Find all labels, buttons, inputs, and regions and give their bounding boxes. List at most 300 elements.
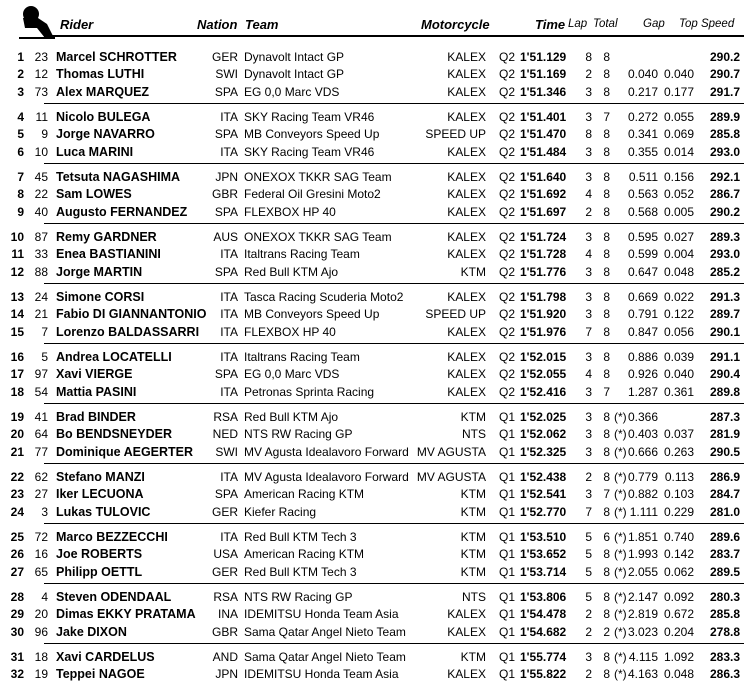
best-lap: 3	[585, 444, 592, 459]
best-lap: 5	[585, 530, 592, 544]
team-name: American Racing KTM	[244, 547, 365, 562]
session: Q2	[499, 230, 516, 244]
nation: GER	[211, 50, 238, 64]
team-name: Red Bull KTM Tech 3	[244, 530, 357, 544]
table-row	[0, 49, 745, 66]
rider-name: Thomas LUTHI	[56, 67, 145, 82]
top-speed: 292.1	[709, 170, 740, 184]
session: Q2	[499, 247, 516, 262]
table-row	[0, 469, 745, 486]
team-name: IDEMITSU Honda Team Asia	[244, 607, 399, 622]
motorcycle: KTM	[460, 530, 486, 544]
best-lap: 4	[585, 367, 592, 382]
gap-previous: 0.142	[663, 547, 694, 562]
rider-number: 41	[34, 410, 48, 424]
total-laps: 6	[603, 530, 610, 544]
team-name: ONEXOX TKKR SAG Team	[244, 230, 392, 244]
total-laps: 8	[603, 590, 610, 604]
table-row	[0, 486, 745, 503]
session: Q1	[499, 410, 516, 424]
nation: GBR	[211, 187, 238, 202]
position: 3	[17, 84, 24, 99]
gap-previous: 0.103	[663, 487, 694, 502]
team-name: American Racing KTM	[244, 487, 365, 502]
rider-name: Dimas EKKY PRATAMA	[56, 607, 196, 622]
lap-time: 1'52.325	[520, 444, 567, 459]
position: 7	[17, 170, 24, 184]
rider-name: Steven ODENDAAL	[56, 590, 172, 604]
team-name: MV Agusta Idealavoro Forward	[244, 444, 409, 459]
best-lap: 3	[585, 650, 592, 664]
top-speed: 286.7	[709, 187, 740, 202]
total-laps: 8	[603, 410, 610, 424]
top-speed: 286.3	[709, 667, 740, 682]
nation: ITA	[220, 290, 238, 304]
rider-name: Nicolo BULEGA	[56, 110, 151, 124]
best-lap: 3	[585, 307, 592, 322]
best-lap: 3	[585, 110, 592, 124]
session: Q2	[499, 110, 516, 124]
team-name: Italtrans Racing Team	[244, 247, 360, 262]
gap-first: 0.666	[627, 444, 658, 459]
total-laps: 8	[603, 470, 610, 484]
position: 20	[10, 427, 24, 442]
gap-first: 1.287	[627, 384, 658, 399]
asterisk-note: (*)	[614, 547, 627, 562]
motorcycle: KALEX	[447, 624, 486, 639]
best-lap: 2	[585, 67, 592, 82]
rider-number: 9	[41, 127, 48, 142]
nation: ITA	[220, 110, 238, 124]
position: 12	[10, 264, 24, 279]
table-row	[0, 126, 745, 143]
session: Q2	[499, 67, 516, 82]
total-laps: 8	[603, 564, 610, 579]
motorcycle: SPEED UP	[425, 307, 486, 322]
asterisk-note: (*)	[614, 427, 627, 442]
session: Q2	[499, 204, 516, 219]
top-speed: 290.2	[709, 50, 740, 64]
gap-first: 0.647	[627, 264, 658, 279]
group-divider	[44, 643, 744, 644]
nation: RSA	[213, 590, 238, 604]
position: 28	[10, 590, 24, 604]
gap-previous: 0.672	[663, 607, 694, 622]
gap-first: 2.819	[627, 607, 658, 622]
top-speed: 289.6	[709, 530, 740, 544]
rider-name: Bo BENDSNEYDER	[56, 427, 172, 442]
gap-first: 0.217	[627, 84, 658, 99]
motorcycle: SPEED UP	[425, 127, 486, 142]
group-divider	[44, 523, 744, 524]
table-row	[0, 349, 745, 366]
gap-previous: 0.204	[663, 624, 694, 639]
rider-name: Sam LOWES	[56, 187, 132, 202]
team-name: Red Bull KTM Tech 3	[244, 564, 357, 579]
top-speed: 293.0	[709, 247, 740, 262]
table-row	[0, 504, 745, 521]
lap-time: 1'55.774	[520, 650, 567, 664]
position: 21	[10, 444, 24, 459]
gap-first: 3.023	[627, 624, 658, 639]
rider-number: 62	[34, 470, 48, 484]
nation: SPA	[214, 84, 238, 99]
rider-name: Brad BINDER	[56, 410, 136, 424]
header-lap: Lap	[568, 18, 588, 30]
total-laps: 2	[603, 624, 610, 639]
team-name: Red Bull KTM Ajo	[244, 410, 339, 424]
lap-time: 1'52.015	[520, 350, 567, 364]
motorcycle: KALEX	[447, 384, 486, 399]
gap-previous: 0.014	[663, 144, 694, 159]
rider-name: Xavi VIERGE	[56, 367, 133, 382]
nation: ITA	[220, 307, 238, 322]
gap-previous: 0.092	[663, 590, 694, 604]
gap-previous: 0.048	[663, 264, 694, 279]
top-speed: 278.8	[709, 624, 740, 639]
session: Q1	[499, 590, 516, 604]
gap-previous: 0.055	[663, 110, 694, 124]
rider-name: Andrea LOCATELLI	[56, 350, 172, 364]
gap-previous: 0.037	[663, 427, 694, 442]
total-laps: 8	[603, 427, 610, 442]
nation: ITA	[220, 470, 238, 484]
nation: NED	[212, 427, 238, 442]
total-laps: 8	[603, 290, 610, 304]
best-lap: 7	[585, 504, 592, 519]
lap-time: 1'51.346	[520, 84, 567, 99]
table-row	[0, 589, 745, 606]
team-name: Petronas Sprinta Racing	[244, 384, 375, 399]
group-divider	[44, 343, 744, 344]
gap-first: 4.115	[628, 650, 658, 664]
best-lap: 7	[585, 324, 592, 339]
asterisk-note: (*)	[614, 624, 627, 639]
team-name: Dynavolt Intact GP	[244, 67, 345, 82]
top-speed: 281.0	[709, 504, 740, 519]
asterisk-note: (*)	[614, 667, 627, 682]
rider-number: 40	[34, 204, 48, 219]
motorcycle: KALEX	[447, 230, 486, 244]
table-row	[0, 324, 745, 341]
session: Q2	[499, 127, 516, 142]
position: 22	[10, 470, 24, 484]
team-name: Italtrans Racing Team	[244, 350, 360, 364]
gap-first: 0.272	[627, 110, 658, 124]
nation: SWI	[215, 67, 238, 82]
nation: JPN	[215, 170, 238, 184]
table-row	[0, 409, 745, 426]
asterisk-note: (*)	[614, 504, 627, 519]
best-lap: 3	[585, 84, 592, 99]
rider-name: Alex MARQUEZ	[56, 84, 150, 99]
motorcycle: KALEX	[447, 247, 486, 262]
team-name: MB Conveyors Speed Up	[244, 307, 380, 322]
gap-first: 0.882	[627, 487, 658, 502]
table-row	[0, 144, 745, 161]
team-name: Sama Qatar Angel Nieto Team	[244, 624, 406, 639]
session: Q1	[499, 444, 516, 459]
group-divider	[44, 283, 744, 284]
position: 5	[17, 127, 24, 142]
rider-name: Marco BEZZECCHI	[56, 530, 168, 544]
position: 24	[10, 504, 24, 519]
top-speed: 293.0	[709, 144, 740, 159]
gap-first: 0.040	[627, 67, 658, 82]
top-speed: 291.1	[709, 350, 740, 364]
nation: ITA	[220, 350, 238, 364]
session: Q1	[499, 607, 516, 622]
total-laps: 8	[603, 67, 610, 82]
top-speed: 285.8	[709, 607, 740, 622]
lap-time: 1'53.652	[520, 547, 567, 562]
total-laps: 8	[603, 230, 610, 244]
motorcycle: MV AGUSTA	[416, 470, 486, 484]
rider-number: 88	[34, 264, 48, 279]
position: 10	[10, 230, 24, 244]
total-laps: 8	[603, 204, 610, 219]
lap-time: 1'51.484	[520, 144, 567, 159]
total-laps: 8	[603, 607, 610, 622]
total-laps: 8	[603, 307, 610, 322]
top-speed: 283.3	[709, 650, 740, 664]
gap-previous: 0.005	[663, 204, 694, 219]
lap-time: 1'51.724	[520, 230, 567, 244]
rider-number: 19	[34, 667, 48, 682]
nation: ITA	[220, 324, 238, 339]
best-lap: 3	[585, 230, 592, 244]
gap-previous: 0.039	[663, 350, 694, 364]
nation: USA	[213, 547, 238, 562]
rider-number: 87	[34, 230, 48, 244]
rider-number: 11	[35, 110, 48, 124]
header-top-speed: Top Speed	[679, 18, 735, 30]
rider-number: 23	[34, 50, 48, 64]
session: Q2	[499, 144, 516, 159]
best-lap: 3	[585, 350, 592, 364]
asterisk-note: (*)	[614, 607, 627, 622]
gap-previous: 0.040	[663, 67, 694, 82]
session: Q1	[499, 504, 516, 519]
gap-first: 2.055	[627, 564, 658, 579]
position: 9	[17, 204, 24, 219]
motorcycle: KTM	[460, 487, 486, 502]
rider-number: 16	[34, 547, 48, 562]
gap-previous: 0.229	[663, 504, 694, 519]
top-speed: 284.7	[709, 487, 740, 502]
position: 27	[10, 564, 24, 579]
rider-number: 21	[34, 307, 48, 322]
best-lap: 2	[585, 470, 592, 484]
team-name: MB Conveyors Speed Up	[244, 127, 380, 142]
rider-number: 73	[34, 84, 48, 99]
session: Q1	[499, 530, 516, 544]
rider-name: Xavi CARDELUS	[56, 650, 155, 664]
top-speed: 290.4	[709, 367, 740, 382]
header-rider: Rider	[60, 17, 94, 32]
rider-name: Lorenzo BALDASSARRI	[56, 324, 200, 339]
position: 18	[10, 384, 24, 399]
session: Q2	[499, 290, 516, 304]
best-lap: 5	[585, 590, 592, 604]
nation: SPA	[214, 204, 238, 219]
motorcycle: KALEX	[447, 204, 486, 219]
rider-name: Augusto FERNANDEZ	[56, 204, 188, 219]
gap-previous: 0.069	[663, 127, 694, 142]
gap-previous: 0.122	[663, 307, 694, 322]
session: Q2	[499, 350, 516, 364]
asterisk-note: (*)	[614, 650, 627, 664]
session: Q2	[499, 187, 516, 202]
position: 14	[10, 307, 24, 322]
gap-previous: 0.027	[663, 230, 694, 244]
nation: ITA	[220, 530, 238, 544]
rider-name: Jorge MARTIN	[56, 264, 143, 279]
session: Q2	[499, 84, 516, 99]
lap-time: 1'51.470	[520, 127, 567, 142]
gap-first: 0.599	[627, 247, 658, 262]
motorcycle: KALEX	[447, 290, 486, 304]
session: Q2	[499, 170, 516, 184]
rider-number: 7	[41, 324, 48, 339]
best-lap: 3	[585, 170, 592, 184]
position: 17	[10, 367, 24, 382]
rider-number: 45	[34, 170, 48, 184]
gap-first: 1.111	[629, 504, 658, 519]
table-row	[0, 666, 745, 683]
team-name: Kiefer Racing	[244, 504, 317, 519]
lap-time: 1'54.682	[520, 624, 567, 639]
group-divider	[44, 463, 744, 464]
team-name: NTS RW Racing GP	[244, 427, 353, 442]
position: 11	[11, 247, 24, 262]
nation: AND	[212, 650, 238, 664]
table-row	[0, 564, 745, 581]
rider-number: 97	[34, 367, 48, 382]
nation: ITA	[220, 247, 238, 262]
total-laps: 8	[603, 324, 610, 339]
best-lap: 8	[585, 50, 592, 64]
motorcycle: NTS	[462, 590, 486, 604]
table-row	[0, 444, 745, 461]
group-divider	[44, 223, 744, 224]
rider-number: 65	[34, 564, 48, 579]
top-speed: 285.2	[709, 264, 740, 279]
best-lap: 3	[585, 487, 592, 502]
rider-number: 72	[34, 530, 48, 544]
table-row	[0, 624, 745, 641]
total-laps: 8	[603, 247, 610, 262]
top-speed: 283.7	[709, 547, 740, 562]
team-name: EG 0,0 Marc VDS	[244, 367, 340, 382]
lap-time: 1'51.401	[520, 110, 567, 124]
team-name: ONEXOX TKKR SAG Team	[244, 170, 392, 184]
lap-time: 1'52.055	[520, 367, 567, 382]
motorcycle: KALEX	[447, 110, 486, 124]
rider-number: 33	[34, 247, 48, 262]
rider-name: Teppei NAGOE	[56, 667, 145, 682]
session: Q1	[499, 624, 516, 639]
lap-time: 1'55.822	[520, 667, 567, 682]
table-row	[0, 66, 745, 83]
rider-number: 24	[34, 290, 48, 304]
team-name: IDEMITSU Honda Team Asia	[244, 667, 399, 682]
rider-name: Enea BASTIANINI	[56, 247, 161, 262]
best-lap: 2	[585, 204, 592, 219]
nation: GBR	[211, 624, 238, 639]
nation: INA	[217, 607, 238, 622]
total-laps: 8	[603, 547, 610, 562]
group-divider	[44, 163, 744, 164]
table-row	[0, 186, 745, 203]
gap-first: 0.511	[628, 170, 658, 184]
position: 4	[17, 110, 24, 124]
gap-first: 0.669	[627, 290, 658, 304]
header-team: Team	[245, 17, 279, 32]
lap-time: 1'51.728	[520, 247, 567, 262]
nation: SPA	[214, 487, 238, 502]
gap-previous: 0.177	[663, 84, 694, 99]
gap-previous: 0.062	[663, 564, 694, 579]
gap-first: 0.779	[627, 470, 658, 484]
total-laps: 8	[603, 50, 610, 64]
table-row	[0, 84, 745, 101]
rider-number: 18	[34, 650, 48, 664]
asterisk-note: (*)	[614, 530, 627, 544]
lap-time: 1'51.169	[520, 67, 567, 82]
group-divider	[44, 103, 744, 104]
motorcycle: KTM	[460, 504, 486, 519]
table-row	[0, 426, 745, 443]
total-laps: 7	[603, 384, 610, 399]
motorcycle: KALEX	[447, 67, 486, 82]
team-name: Tasca Racing Scuderia Moto2	[244, 290, 404, 304]
rider-name: Jake DIXON	[56, 624, 127, 639]
top-speed: 290.7	[709, 67, 740, 82]
rider-number: 10	[34, 144, 48, 159]
lap-time: 1'52.770	[520, 504, 567, 519]
gap-first: 0.847	[627, 324, 658, 339]
total-laps: 7	[603, 487, 610, 502]
best-lap: 3	[585, 144, 592, 159]
gap-previous: 1.092	[663, 650, 694, 664]
header-time: Time	[535, 17, 566, 32]
nation: AUS	[213, 230, 238, 244]
team-name: MV Agusta Idealavoro Forward	[244, 470, 409, 484]
session: Q1	[499, 427, 516, 442]
session: Q1	[499, 547, 516, 562]
rider-number: 54	[34, 384, 48, 399]
session: Q2	[499, 384, 516, 399]
best-lap: 4	[585, 247, 592, 262]
position: 32	[10, 667, 24, 682]
gap-previous: 0.040	[663, 367, 694, 382]
lap-time: 1'51.692	[520, 187, 567, 202]
lap-time: 1'51.798	[520, 290, 567, 304]
position: 13	[10, 290, 24, 304]
gap-previous: 0.113	[664, 470, 694, 484]
lap-time: 1'51.976	[520, 324, 567, 339]
top-speed: 289.3	[709, 230, 740, 244]
gap-first: 0.403	[627, 427, 658, 442]
header-gap: Gap	[643, 18, 665, 30]
asterisk-note: (*)	[614, 487, 627, 502]
top-speed: 290.2	[709, 204, 740, 219]
nation: SPA	[214, 367, 238, 382]
position: 8	[17, 187, 24, 202]
rider-name: Joe ROBERTS	[56, 547, 143, 562]
top-speed: 291.3	[709, 290, 740, 304]
